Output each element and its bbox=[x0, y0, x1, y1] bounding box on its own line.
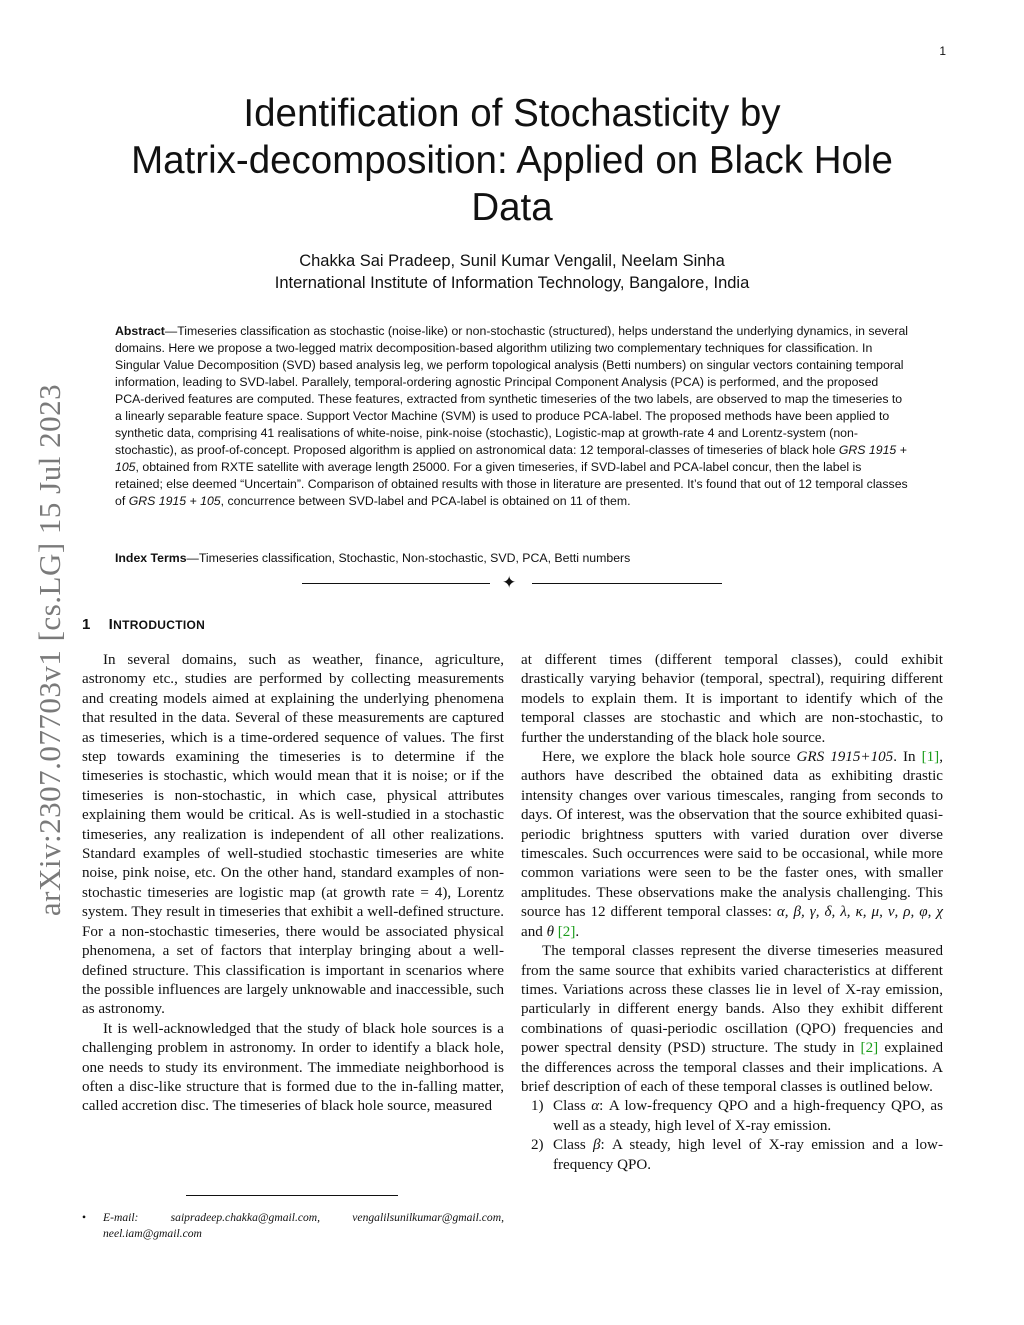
index-terms bbox=[115, 551, 630, 565]
list-item-prefix: Class bbox=[553, 1098, 592, 1115]
abstract-source-name-2: GRS 1915 + 105 bbox=[128, 494, 221, 508]
intro-paragraph-2: It is well-acknowledged that the study of black hole sources is a challenging problem in astronomy. In order to identify a black hole, one needs to study its environment. The immediate neighborhood is often a disc-like structure that is formed due to the in-falling matter, called accretion disc. The timeseries of black hole source, measured bbox=[82, 1020, 504, 1115]
para4-greek-classes: α, β, γ, δ, λ, κ, μ, ν, ρ, φ, χ bbox=[776, 904, 944, 921]
section-heading-introduction bbox=[82, 616, 205, 633]
section-divider bbox=[302, 573, 722, 592]
arxiv-identifier-stamp[interactable]: arXiv:2307.07703v1 [cs.LG] 15 Jul 2023 bbox=[32, 383, 67, 917]
list-item bbox=[521, 1097, 943, 1136]
citation-link-3[interactable]: [2] bbox=[860, 1040, 879, 1057]
section-number: 1 bbox=[82, 616, 91, 633]
abstract-text-1: —Timeseries classification as stochastic (noise-like) or non-stochastic (structured), helps understand the underlying dynamics, in several domains. Here we propose a two-legged matrix decomposition-based algorithm utilizing two complementary techniques for classification. In Singular Value Decomposition (SVD) based analysis leg, we perform topological analysis (Betti numbers) on singular vectors containing temporal information, leading to SVD-label. Parallely, temporal-ordering agnostic Principal Component Analysis (PCA) is performed, and the proposed PCA-derived features are computed. These features, extracted from synthetic timeseries of the two labels, are observed to map the timeseries to a linearly separable feature space. Support Vector Machine (SVM) is used to produce PCA-label. The proposed methods have been applied to synthetic data, comprising 41 realisations of white-noise, pink-noise (stochastic), Logistic-map at growth-rate 4 and Lorentz-system (non-stochastic), as proof-of-concept. Proposed algorithm is applied on astronomical data: 12 temporal-classes of timeseries of black hole bbox=[115, 324, 909, 457]
temporal-class-list bbox=[521, 1097, 943, 1175]
list-item-prefix: Class bbox=[553, 1137, 594, 1154]
list-item-symbol: β bbox=[593, 1137, 601, 1154]
list-item-number: 1) bbox=[531, 1098, 544, 1115]
para5-text-2: explained the differences across the temporal classes and their implications. A brief description of each of these temporal classes is outlined below. bbox=[521, 1040, 943, 1095]
para4-source-name: GRS 1915+105 bbox=[796, 749, 894, 766]
section-title-initial: I bbox=[108, 616, 114, 633]
divider-rule-right bbox=[532, 583, 722, 584]
list-item-number: 2) bbox=[531, 1137, 544, 1154]
footnote-rule bbox=[186, 1195, 398, 1196]
para4-end: . bbox=[575, 923, 580, 940]
para4-theta: θ bbox=[546, 923, 554, 940]
author-names: Chakka Sai Pradeep, Sunil Kumar Vengalil, Neelam Sinha bbox=[299, 252, 725, 270]
para4-text-2: . In bbox=[893, 749, 922, 766]
left-column bbox=[82, 651, 504, 1117]
para5-text-1: The temporal classes represent the diverse timeseries measured from the same source that exhibits varied characteristics at different times. Variations across these classes lie in level of X-ray emission, particularly in different energy bands. Also they exhibit different combinations of quasi-periodic oscillation (QPO) frequencies and power spectral density (PSD) structure. The study in bbox=[521, 943, 943, 1057]
intro-paragraph-3: at different times (different temporal classes), could exhibit drastically varying behavior (temporal, spectral), requiring different models to explain them. It is important to identify which of the temporal classes are stochastic and which are non-stochastic, to further the understanding of the black hole source. bbox=[521, 652, 943, 746]
abstract-text-2: , obtained from RXTE satellite with average length 25000. For a given timeseries, if SVD-label and PCA-label concur, then the label is retained; else deemed “Uncertain”. Comparison of obtained results with those in literature are presented. It’s found that out of 12 temporal classes of bbox=[115, 460, 908, 508]
footnote bbox=[82, 1210, 504, 1241]
list-item-symbol: α bbox=[591, 1098, 600, 1115]
section-title-rest: NTRODUCTION bbox=[113, 618, 206, 632]
author-affiliation: International Institute of Information Technology, Bangalore, India bbox=[274, 274, 750, 292]
abstract-label: Abstract bbox=[115, 324, 165, 338]
citation-link-2[interactable]: [2] bbox=[557, 923, 576, 940]
citation-link-1[interactable]: [1] bbox=[921, 749, 940, 766]
divider-rule-left bbox=[302, 583, 490, 584]
footnote-emails[interactable]: E-mail: saipradeep.chakka@gmail.com, vengalilsunilkumar@gmail.com, neel.iam@gmail.com bbox=[103, 1211, 504, 1240]
page-number: 1 bbox=[939, 44, 946, 58]
list-item bbox=[521, 1136, 943, 1175]
list-item-text: : A steady, high level of X-ray emission and a low-frequency QPO. bbox=[553, 1137, 943, 1173]
list-item-text: : A low-frequency QPO and a high-frequency QPO, as well as a steady, high level of X-ray emission. bbox=[553, 1098, 943, 1134]
right-column bbox=[521, 651, 943, 1175]
para4-text-1: Here, we explore the black hole source bbox=[542, 749, 797, 766]
index-terms-label: Index Terms bbox=[115, 551, 187, 565]
divider-star-icon: ✦ bbox=[502, 573, 517, 592]
paper-title bbox=[100, 90, 924, 231]
footnote-bullet: • bbox=[82, 1211, 87, 1224]
intro-paragraph-5 bbox=[521, 942, 943, 1097]
para4-text-3: , authors have described the obtained data as exhibiting drastic intensity changes over various timescales, ranging from seconds to days. Of interest, was the observation that the source exhibited quasi-periodic brightness sputters with varied duration over diverse timescales. Such occurrences were said to be occasional, while more common variations were seen to be the faster ones, with smaller amplitudes. These observations make the analysis challenging. This source has 12 different temporal classes: bbox=[521, 749, 943, 921]
para4-and: and bbox=[521, 923, 547, 940]
title-line-2: Matrix-decomposition: Applied on Black Hole bbox=[131, 139, 893, 182]
abstract bbox=[115, 323, 910, 510]
abstract-source-name-1: GRS 1915 + 105 bbox=[115, 443, 907, 474]
abstract-text-3: , concurrence between SVD-label and PCA-label is obtained on 11 of them. bbox=[220, 494, 631, 508]
intro-paragraph-4 bbox=[521, 748, 943, 942]
author-block bbox=[100, 250, 924, 294]
title-line-3: Data bbox=[471, 186, 553, 229]
title-line-1: Identification of Stochasticity by bbox=[243, 92, 781, 135]
intro-paragraph-1: In several domains, such as weather, finance, agriculture, astronomy etc., studies are performed by collecting measurements and creating models aimed at explaining the underlying phenomena that resulted in the data. Several of these measurements are captured as timeseries, which is a time-ordered sequence of values. The first step towards examining the timeseries is to determine if the timeseries is stochastic, which would mean that it is noise; or if the timeseries is non-stochastic, in which case, physical attributes explaining them would be critical. As is well-studied in a stochastic timeseries, any realization is independent of all other realizations. Standard examples of well-studied stochastic timeseries are white noise, pink noise, etc. On the other hand, standard examples of non-stochastic timeseries are logistic map (at growth rate = 4), Lorentz system. They result in timeseries that exhibit a well-defined structure. For a non-stochastic timeseries, there would be associated physical phenomena, a set of factors that interplay bringing about a well-defined structure. This classification is important in scenarios where the possible influences are largely unknowable and inaccessible, such as astronomy. bbox=[82, 652, 504, 1018]
index-terms-text: —Timeseries classification, Stochastic, Non-stochastic, SVD, PCA, Betti numbers bbox=[186, 551, 631, 565]
